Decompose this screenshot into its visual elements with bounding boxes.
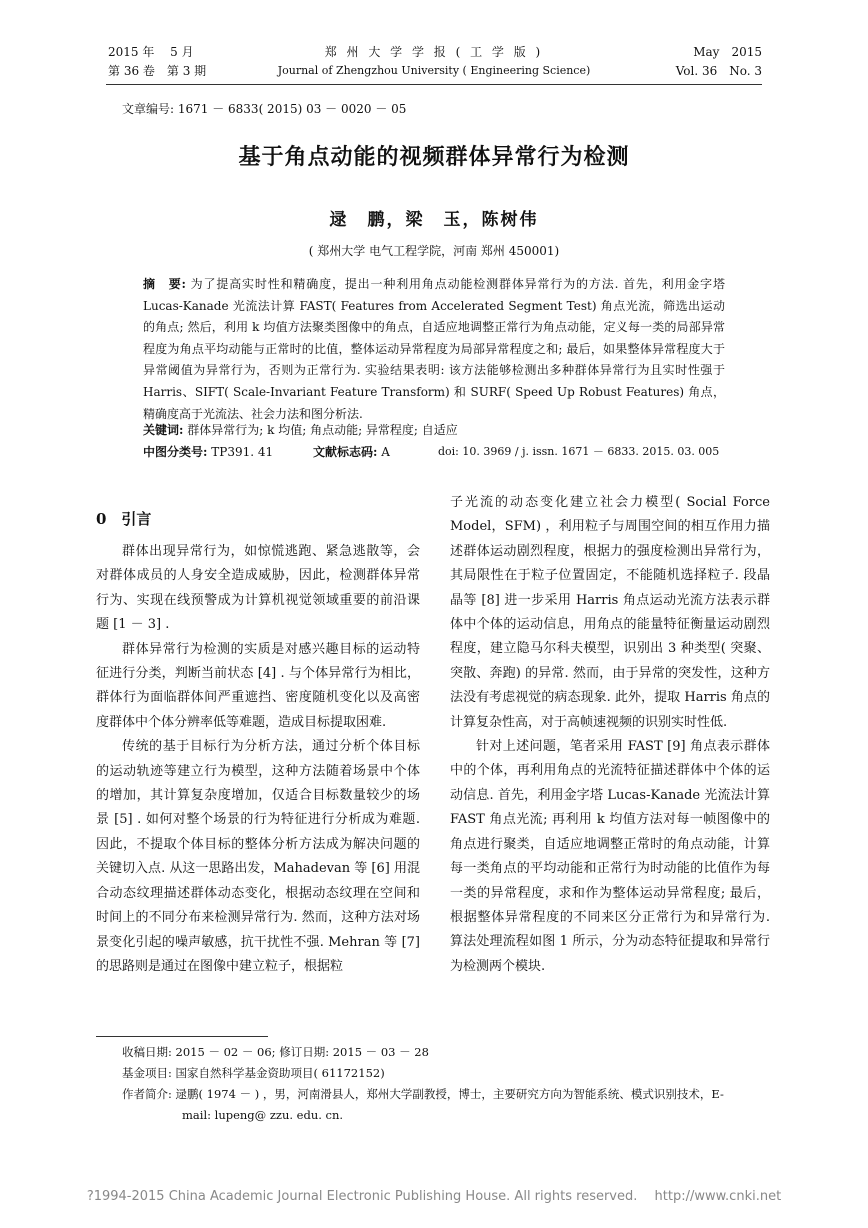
affiliation: ( 郑州大学 电气工程学院，河南 郑州 450001) — [308, 244, 560, 258]
paragraph: 群体异常行为检测的实质是对感兴趣目标的运动特征进行分类，判断当前状态 [4] . 与个体异常行为相比，群体行为面临群体间严重遮挡、密度随机变化以及高密度群体中个体分辨率低等难题，造成目标提取困难. — [96, 641, 420, 730]
author-email: mail: lupeng@ zzu. edu. cn. — [182, 1108, 344, 1122]
abstract-text: 为了提高实时性和精确度，提出一种利用角点动能检测群体异常行为的方法. 首先，利用金字塔 Lucas-Kanade 光流法计算 FAST( Features from Accelerated Segment Test) 角点光流，筛选出运动的角点; 然后，利用 k 均值方法聚类图像中的角点，自适应地调整正常行为角点动能，定义每一类的局部异常程度为角点平均动能与正常时的比值，整体运动异常程度为局部异常程度之和; 最后，如果整体异常程度大于异常阈值为异常行为，否则为正常行为. 实验结果表明: 该方法能够检测出多种群体异常行为且实时性强于 Harris、SIFT( Scale-Invariant Feature Transform) 和 SURF( Speed Up Robust Features) 角点，精确度高于光流法、社会力法和图分析法. — [143, 277, 725, 421]
section-heading: 0 引言 — [96, 510, 152, 528]
clc-label: 中图分类号: — [143, 445, 208, 459]
volume-issue-en: Vol. 36 No. 3 — [675, 64, 762, 78]
received-date: 收稿日期: 2015 － 02 － 06; 修订日期: 2015 － 03 － 28 — [122, 1045, 429, 1059]
journal-name-en: Journal of Zhengzhou University ( Engineering Science) — [277, 64, 591, 77]
header-rule — [106, 84, 762, 85]
abstract — [143, 274, 725, 425]
left-column — [96, 540, 420, 979]
author-bio: 作者简介: 逯鹏( 1974 － ) ，男，河南滑县人，郑州大学副教授，博士，主要研究方向为智能系统、模式识别技术，E- — [122, 1087, 724, 1101]
abstract-label: 摘 要: — [143, 277, 186, 291]
page-title: 基于角点动能的视频群体异常行为检测 — [238, 145, 630, 170]
journal-name-cn: 郑 州 大 学 学 报 ( 工 学 版 ) — [324, 45, 544, 59]
paragraph: 针对上述问题，笔者采用 FAST [9] 角点表示群体中的个体，再利用角点的光流特征描述群体中个体的运动信息. 首先，利用金字塔 Lucas-Kanade 光流法计算 FAST 角点光流; 再利用 k 均值方法对每一帧图像中的角点进行聚类，自适应地调整正常时的角点动能，计算每一类角点的平均动能和正常行为时动能的比值作为每一类的异常程度，求和作为整体运动异常程度; 最后，根据整体异常程度的不同来区分正常行为和异常行为. 算法处理流程如图 1 所示，分为动态特征提取和异常行为检测两个模块. — [450, 739, 770, 974]
authors: 逯 鹏，梁 玉，陈树伟 — [329, 210, 539, 230]
fund-info: 基金项目: 国家自然科学基金资助项目( 61172152) — [122, 1066, 385, 1080]
doc-value: A — [381, 445, 390, 459]
footnotes — [122, 1042, 772, 1126]
clc-value: TP391. 41 — [211, 445, 274, 459]
paragraph: 传统的基于目标行为分析方法，通过分析个体目标的运动轨迹等建立行为模型，这种方法随着场景中个体的增加，其计算复杂度增加，仅适合目标数量较少的场景 [5] . 如何对整个场景的行为特征进行分析成为难题. 因此，不提取个体目标的整体分析方法成为解决问题的关键切入点. 从这一思路出发，Mahadevan 等 [6] 用混合动态纹理描述群体动态变化，根据动态纹理在空间和时间上的不同分布来检测异常行为. 然而，这种方法对场景变化引起的噪声敏感，抗干扰性不强. Mehran 等 [7] 的思路则是通过在图像中建立粒子，根据粒 — [96, 739, 420, 974]
keywords-label: 关键词: — [143, 423, 184, 437]
paragraph: 群体出现异常行为，如惊慌逃跑、紧急逃散等，会对群体成员的人身安全造成威胁，因此，检测群体异常行为、实现在线预警成为计算机视觉领域重要的前沿课题 [1 － 3] . — [96, 544, 420, 633]
issue-date-en: May 2015 — [693, 45, 762, 59]
paragraph: 子光流的动态变化建立社会力模型( Social Force Model，SFM) ，利用粒子与周围空间的相互作用力描述群体运动剧烈程度，根据力的强度检测出异常行为，其局限性在于粒子位置固定，不能随机选择粒子. 段晶晶等 [8] 进一步采用 Harris 角点运动光流方法表示群体中个体的运动信息，用角点的能量特征衡量运动剧烈程度，建立隐马尔科夫模型，识别出 3 种类型( 突聚、突散、奔跑) 的异常. 然而，由于异常的突发性，这种方法没有考虑视觉的病态现象. 此外，提取 Harris 角点的计算复杂性高，对于高帧速视频的识别实时性低. — [450, 495, 770, 730]
doc-label: 文献标志码: — [313, 445, 378, 459]
doc-code — [313, 441, 390, 463]
issue-date: 2015 年 5 月 — [108, 45, 194, 59]
keywords — [143, 419, 743, 441]
copyright-notice: ?1994-2015 China Academic Journal Electronic Publishing House. All rights reserved. http://www.cnki.net — [86, 1189, 782, 1204]
right-column — [450, 491, 770, 979]
article-number: 文章编号: 1671 － 6833( 2015) 03 － 0020 － 05 — [122, 102, 407, 116]
volume-issue: 第 36 卷 第 3 期 — [108, 64, 207, 78]
doi: doi: 10. 3969 / j. issn. 1671 － 6833. 2015. 03. 005 — [438, 445, 720, 458]
footnote-rule — [96, 1036, 268, 1037]
keywords-text: 群体异常行为; k 均值; 角点动能; 异常程度; 自适应 — [187, 423, 458, 437]
